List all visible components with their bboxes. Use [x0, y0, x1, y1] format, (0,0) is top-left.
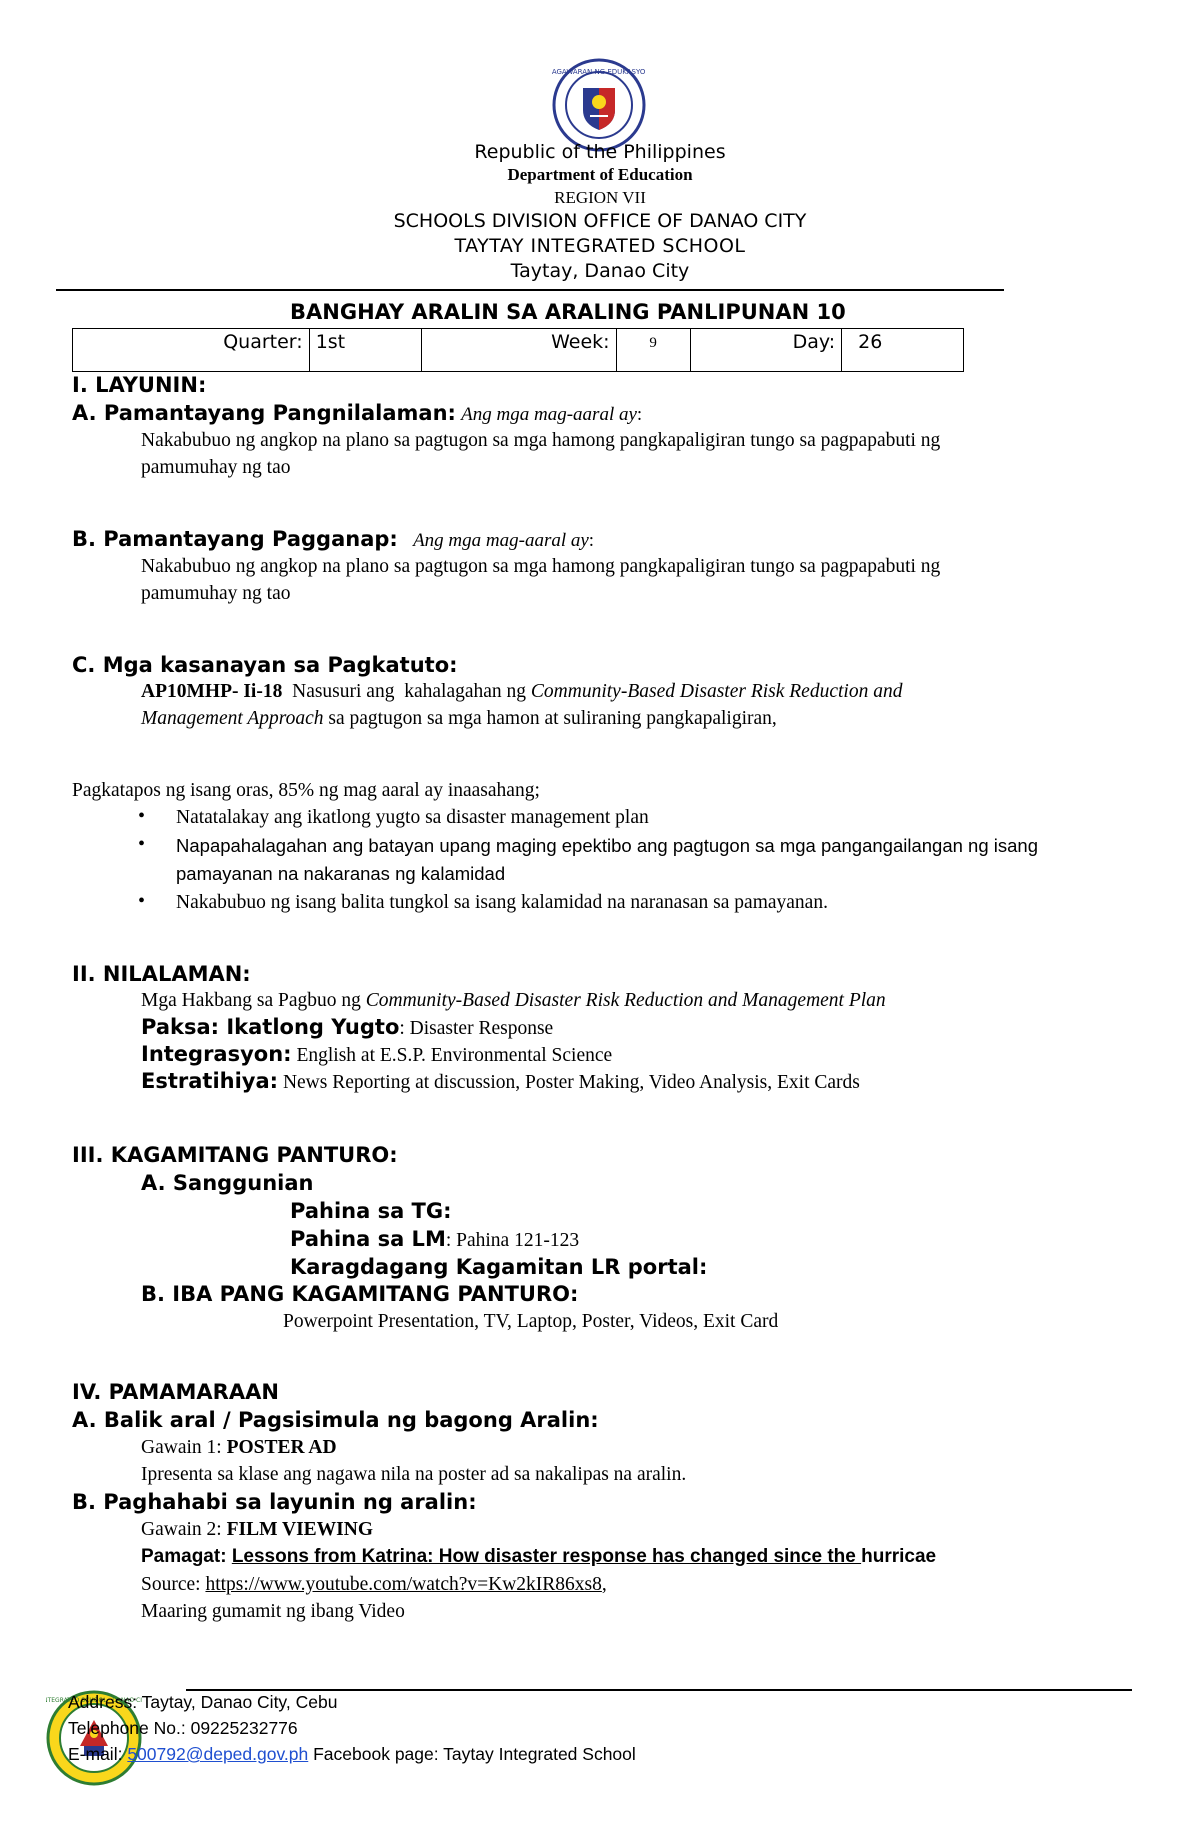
section-2-topic	[141, 990, 886, 1012]
source-tail: ,	[601, 1574, 607, 1595]
section-1b-colon: :	[588, 530, 595, 551]
section-3a-label: A. Sanggunian	[141, 1171, 314, 1195]
integrasyon-value: English at E.S.P. Environmental Science	[291, 1045, 613, 1066]
gawain-2-line	[141, 1519, 373, 1541]
section-1b-label: B. Pamantayang Pagganap:	[72, 527, 398, 551]
footer-email-label: E-mail:	[68, 1744, 128, 1764]
competency-text-1: Nasusuri ang kahalagahan ng	[282, 681, 531, 702]
topic-prefix: Mga Hakbang sa Pagbuo ng	[141, 990, 366, 1011]
section-1a-text-1: Nakabubuo ng angkop na plano sa pagtugon sa mga hamong pangkapaligiran tungo sa pagpapabuti ng	[141, 430, 941, 451]
footer-telephone: Telephone No.: 09225232776	[68, 1718, 298, 1738]
section-1a-label: A. Pamantayang Pangnilalaman:	[72, 401, 456, 425]
deped-seal	[552, 58, 646, 152]
header-location: Taytay, Danao City	[510, 260, 690, 282]
day-label: Day:	[690, 329, 841, 372]
section-1b-text-1: Nakabubuo ng angkop na plano sa pagtugon sa mga hamong pangkapaligiran tungo sa pagpapabuti ng	[141, 556, 941, 577]
bullet-icon: •	[138, 890, 146, 912]
gawain-1-title: POSTER AD	[226, 1437, 337, 1458]
page-title: BANGHAY ARALIN SA ARALING PANLIPUNAN 10	[290, 300, 846, 324]
header-divider	[56, 289, 1004, 291]
objective-bullet-2: Napapahalagahan ang batayan upang maging epektibo ang pagtugon sa mga pangangailangan ng isang	[176, 835, 1039, 856]
gawain-1-prefix: Gawain 1:	[141, 1437, 227, 1458]
section-1b-text-2: pamumuhay ng tao	[141, 583, 291, 604]
topic-italic: Community-Based Disaster Risk Reduction and Management Plan	[365, 990, 886, 1011]
section-3-heading: III. KAGAMITANG PANTURO:	[72, 1143, 398, 1167]
svg-text:TAYTAY INTEGRATED SCHOOL · DAN: TEGRATED SCHOOL · DANAO CI	[47, 1697, 142, 1704]
bullet-icon: •	[138, 805, 146, 827]
pamagat-line	[141, 1546, 936, 1568]
footer-divider	[186, 1689, 1132, 1691]
header-department: Department of Education	[507, 165, 693, 184]
pahina-lm-label: Pahina sa LM	[290, 1227, 446, 1251]
competency-code: AP10MHP- Ii-18	[141, 681, 283, 702]
section-1a-line	[72, 401, 642, 426]
section-1b-line	[72, 527, 594, 552]
pahina-tg-label: Pahina sa TG:	[290, 1199, 452, 1223]
day-value: 26	[842, 329, 964, 372]
paksa-line	[141, 1015, 553, 1040]
header-region: REGION VII	[554, 188, 646, 207]
pamagat-label: Pamagat:	[141, 1546, 232, 1567]
objective-bullet-2-cont: pamayanan na nakaranas ng kalamidad	[176, 863, 506, 884]
paksa-value: : Disaster Response	[399, 1018, 554, 1039]
integrasyon-line	[141, 1042, 612, 1067]
maaring-text: Maaring gumamit ng ibang Video	[141, 1601, 405, 1622]
pamagat-tail: hurricae	[861, 1546, 937, 1567]
estratihiya-value: News Reporting at discussion, Poster Making, Video Analysis, Exit Cards	[278, 1072, 860, 1093]
footer-contact-line	[68, 1744, 636, 1765]
pahina-lm-line	[290, 1227, 579, 1252]
section-4-heading: IV. PAMAMARAAN	[72, 1380, 279, 1404]
section-1c-label: C. Mga kasanayan sa Pagkatuto:	[72, 653, 458, 677]
week-label: Week:	[421, 329, 616, 372]
section-1a-intro: Ang mga mag-aaral ay	[461, 404, 637, 425]
objective-bullet-1: Natatalakay ang ikatlong yugto sa disaster management plan	[176, 807, 649, 828]
competency-text-2: sa pagtugon sa mga hamon at suliraning pangkapaligiran,	[323, 708, 777, 729]
objective-bullet-3: Nakabubuo ng isang balita tungkol sa isang kalamidad na naranasan sa pamayanan.	[176, 892, 828, 913]
svg-text:KAGAWARAN NG EDUKASYON: KAGAWARAN NG EDUKASYON	[552, 68, 646, 76]
objective-intro: Pagkatapos ng isang oras, 85% ng mag aaral ay inaasahang;	[72, 780, 540, 801]
section-4b-label: B. Paghahabi sa layunin ng aralin:	[72, 1490, 477, 1514]
competency-italic-2: Management Approach	[141, 708, 324, 729]
section-1c-line-2	[141, 708, 777, 730]
footer-email-link[interactable]: 500792@deped.gov.ph	[127, 1744, 309, 1764]
source-link[interactable]: https://www.youtube.com/watch?v=Kw2kIR86xs8	[205, 1574, 602, 1595]
section-3b-label: B. IBA PANG KAGAMITANG PANTURO:	[141, 1282, 579, 1306]
section-1a-colon: :	[636, 404, 643, 425]
section-1a-text-2: pamumuhay ng tao	[141, 457, 291, 478]
header-republic: Republic of the Philippines	[474, 141, 726, 163]
section-3b-value: Powerpoint Presentation, TV, Laptop, Poster, Videos, Exit Card	[283, 1311, 779, 1332]
header-school: TAYTAY INTEGRATED SCHOOL	[454, 235, 746, 257]
section-1b-intro: Ang mga mag-aaral ay	[413, 530, 589, 551]
gawain-1-desc: Ipresenta sa klase ang nagawa nila na poster ad sa nakalipas na aralin.	[141, 1464, 687, 1485]
pamagat-value: Lessons from Katrina: How disaster response has changed since the	[231, 1546, 862, 1567]
quarter-week-day-table	[72, 328, 964, 372]
header-division: SCHOOLS DIVISION OFFICE OF DANAO CITY	[393, 210, 807, 232]
section-1c-line-1	[141, 681, 902, 703]
integrasyon-label: Integrasyon:	[141, 1042, 292, 1066]
paksa-label: Paksa: Ikatlong Yugto	[141, 1015, 400, 1039]
section-2-heading: II. NILALAMAN:	[72, 962, 251, 986]
footer-address: Address: Taytay, Danao City, Cebu	[68, 1692, 338, 1712]
competency-italic-1: Community-Based Disaster Risk Reduction and	[530, 681, 903, 702]
source-label: Source:	[141, 1574, 206, 1595]
quarter-value: 1st	[309, 329, 421, 372]
lr-portal-label: Karagdagang Kagamitan LR portal:	[290, 1255, 708, 1279]
week-value: 9	[616, 329, 690, 372]
section-4a-label: A. Balik aral / Pagsisimula ng bagong Aralin:	[72, 1408, 599, 1432]
quarter-label: Quarter:	[73, 329, 310, 372]
gawain-2-prefix: Gawain 2:	[141, 1519, 227, 1540]
estratihiya-line	[141, 1069, 860, 1094]
gawain-2-title: FILM VIEWING	[226, 1519, 374, 1540]
source-line	[141, 1574, 607, 1596]
footer-facebook: Facebook page: Taytay Integrated School	[308, 1744, 636, 1764]
gawain-1-line	[141, 1437, 337, 1459]
pahina-lm-value: : Pahina 121-123	[445, 1230, 580, 1251]
bullet-icon: •	[138, 833, 146, 855]
estratihiya-label: Estratihiya:	[141, 1069, 279, 1093]
section-1-heading: I. LAYUNIN:	[72, 373, 207, 397]
